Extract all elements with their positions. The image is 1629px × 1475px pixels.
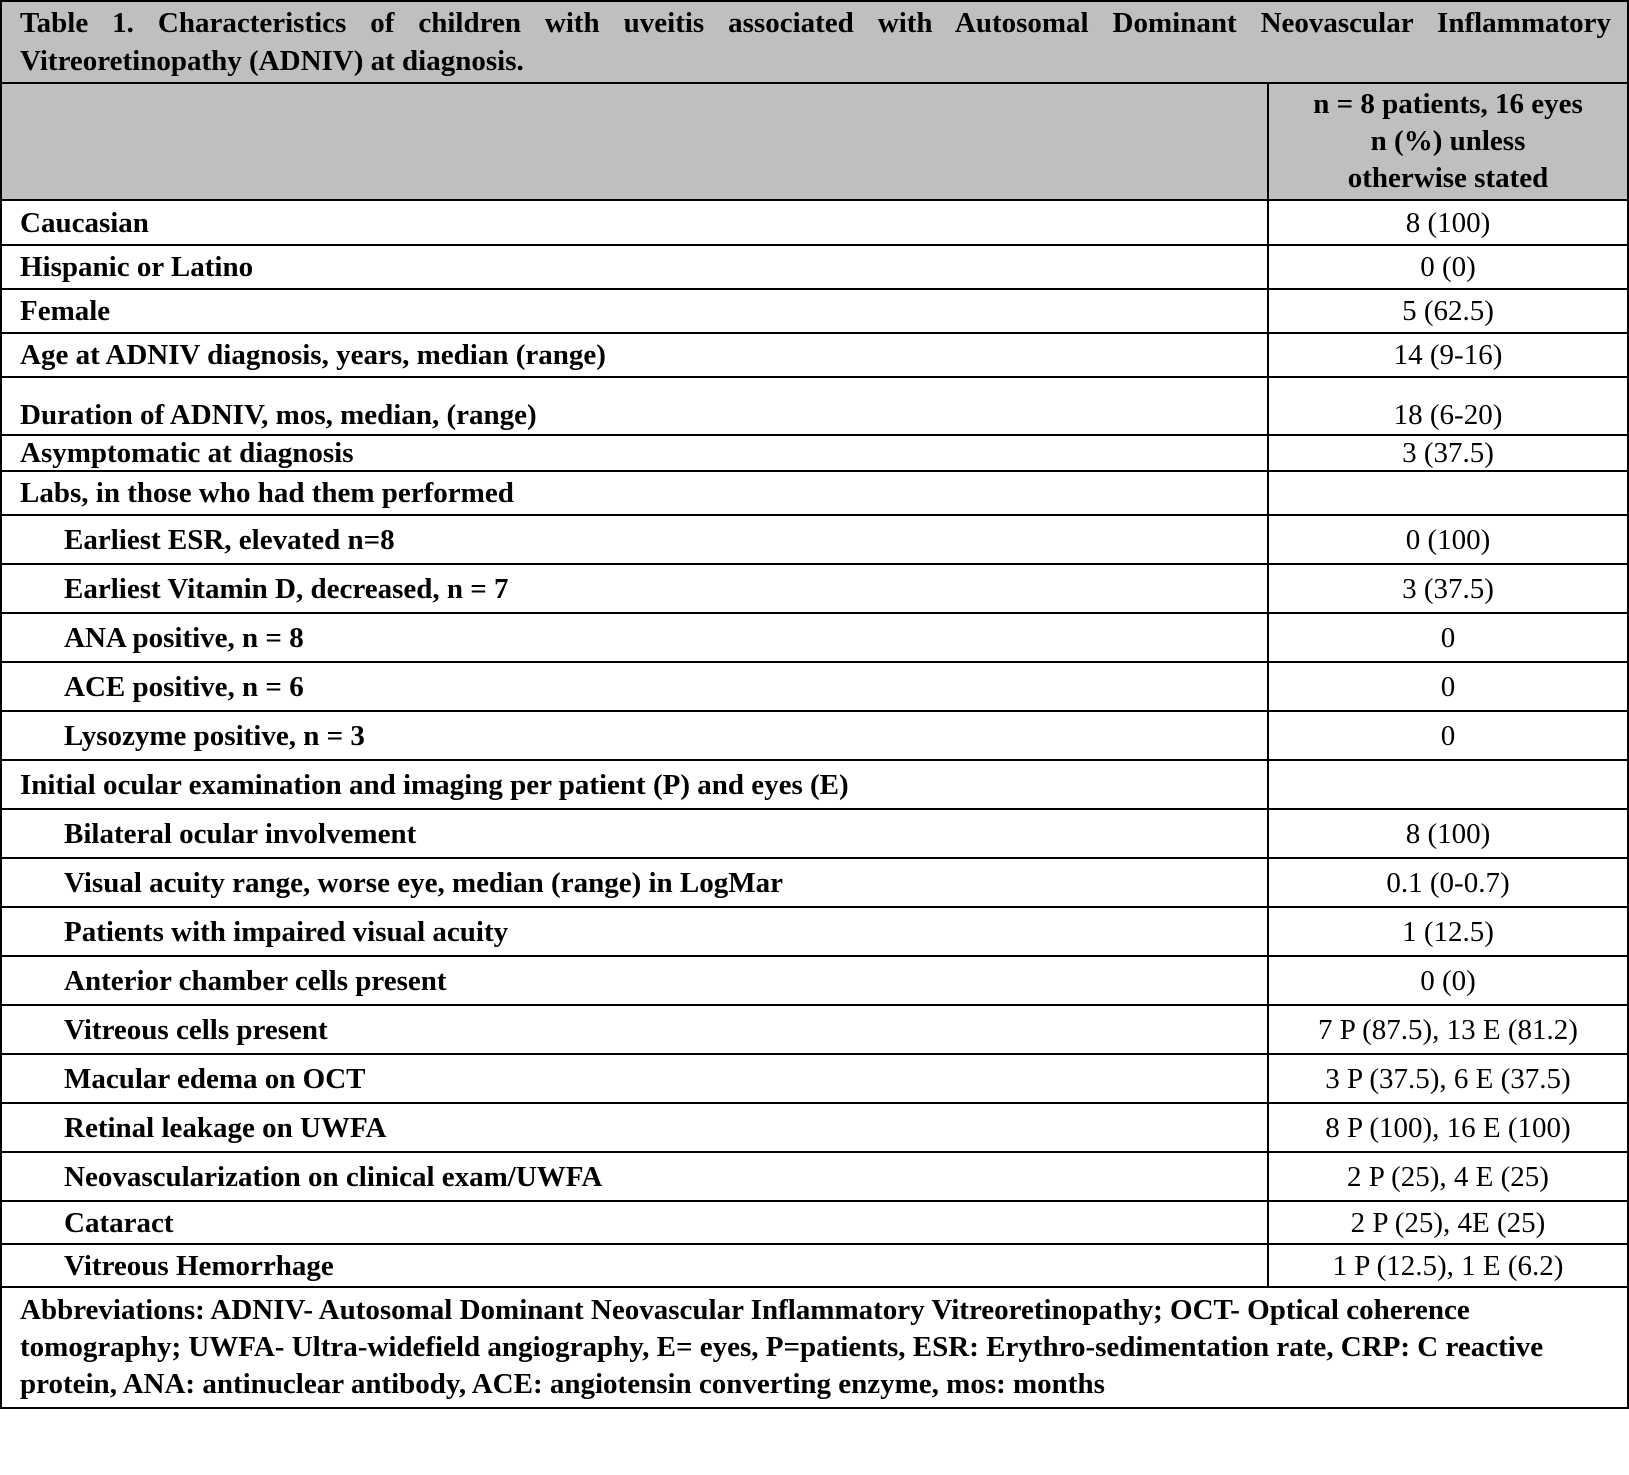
- row-value: 0 (0): [1268, 245, 1628, 289]
- row-label: Vitreous Hemorrhage: [1, 1244, 1268, 1287]
- row-value: 8 (100): [1268, 200, 1628, 245]
- row-value: 3 P (37.5), 6 E (37.5): [1268, 1054, 1628, 1103]
- row-value: 1 P (12.5), 1 E (6.2): [1268, 1244, 1628, 1287]
- row-value: 1 (12.5): [1268, 907, 1628, 956]
- row-value: 0 (100): [1268, 515, 1628, 564]
- row-value: 0: [1268, 662, 1628, 711]
- footnote-row: [1, 1287, 1628, 1408]
- row-label: Visual acuity range, worse eye, median (range) in LogMar: [1, 858, 1268, 907]
- table-row: [1, 1054, 1628, 1103]
- row-value: 0: [1268, 613, 1628, 662]
- table-row: [1, 1201, 1628, 1244]
- row-label: Duration of ADNIV, mos, median, (range): [1, 377, 1268, 435]
- row-value: 3 (37.5): [1268, 564, 1628, 613]
- row-label: Lysozyme positive, n = 3: [1, 711, 1268, 760]
- table-row: [1, 471, 1628, 515]
- table-row: [1, 1103, 1628, 1152]
- table-row: [1, 809, 1628, 858]
- row-label: Anterior chamber cells present: [1, 956, 1268, 1005]
- header-line-2: n (%) unless: [1370, 125, 1526, 157]
- row-label: Caucasian: [1, 200, 1268, 245]
- table-row: [1, 711, 1628, 760]
- row-value: 0.1 (0-0.7): [1268, 858, 1628, 907]
- row-value: 5 (62.5): [1268, 289, 1628, 333]
- row-value: 8 (100): [1268, 809, 1628, 858]
- table-row: [1, 564, 1628, 613]
- row-value: 0 (0): [1268, 956, 1628, 1005]
- row-label: Age at ADNIV diagnosis, years, median (range): [1, 333, 1268, 377]
- header-line-3: otherwise stated: [1347, 162, 1549, 194]
- caption-row: [1, 1, 1628, 83]
- row-value: 14 (9-16): [1268, 333, 1628, 377]
- header-empty-cell: [1, 83, 1268, 200]
- row-value: 7 P (87.5), 13 E (81.2): [1268, 1005, 1628, 1054]
- table-row: [1, 200, 1628, 245]
- row-label: Earliest ESR, elevated n=8: [1, 515, 1268, 564]
- row-label: Initial ocular examination and imaging per patient (P) and eyes (E): [1, 760, 1268, 809]
- row-value: 18 (6-20): [1268, 377, 1628, 435]
- row-label: Neovascularization on clinical exam/UWFA: [1, 1152, 1268, 1201]
- table-caption: Table 1. Characteristics of children with uveitis associated with Autosomal Dominant Neovascular Inflammatory Vitreoretinopathy (ADNIV) at diagnosis.: [1, 1, 1628, 83]
- row-label: Patients with impaired visual acuity: [1, 907, 1268, 956]
- table-row: [1, 377, 1628, 435]
- header-value-cell: [1268, 83, 1628, 200]
- row-label: Labs, in those who had them performed: [1, 471, 1268, 515]
- row-value: 3 (37.5): [1268, 435, 1628, 471]
- table-row: [1, 1244, 1628, 1287]
- table-row: [1, 956, 1628, 1005]
- row-value: 8 P (100), 16 E (100): [1268, 1103, 1628, 1152]
- row-value: 0: [1268, 711, 1628, 760]
- table-row: [1, 289, 1628, 333]
- row-label: Hispanic or Latino: [1, 245, 1268, 289]
- row-value: 2 P (25), 4 E (25): [1268, 1152, 1628, 1201]
- row-label: ACE positive, n = 6: [1, 662, 1268, 711]
- row-label: Cataract: [1, 1201, 1268, 1244]
- row-label: Macular edema on OCT: [1, 1054, 1268, 1103]
- table-row: [1, 1152, 1628, 1201]
- table-row: [1, 760, 1628, 809]
- table-row: [1, 858, 1628, 907]
- row-label: Bilateral ocular involvement: [1, 809, 1268, 858]
- table-row: [1, 1005, 1628, 1054]
- row-label: Retinal leakage on UWFA: [1, 1103, 1268, 1152]
- table-row: [1, 435, 1628, 471]
- row-label: Asymptomatic at diagnosis: [1, 435, 1268, 471]
- header-row: [1, 83, 1628, 200]
- table-row: [1, 515, 1628, 564]
- table-footnote: Abbreviations: ADNIV- Autosomal Dominant Neovascular Inflammatory Vitreoretinopathy; OCT- Optical coherence tomography; UWFA- Ultra-widefield angiography, E= eyes, P=patients, ESR: Erythro-sedimentation rate, CRP: C reactive protein, ANA: antinuclear antibody, ACE: angiotensin converting enzyme, mos: months: [1, 1287, 1628, 1408]
- row-label: Vitreous cells present: [1, 1005, 1268, 1054]
- table-row: [1, 333, 1628, 377]
- header-line-1: n = 8 patients, 16 eyes: [1313, 88, 1583, 120]
- table-row: [1, 662, 1628, 711]
- row-label: Earliest Vitamin D, decreased, n = 7: [1, 564, 1268, 613]
- table-row: [1, 613, 1628, 662]
- table-row: [1, 907, 1628, 956]
- table-row: [1, 245, 1628, 289]
- row-label: Female: [1, 289, 1268, 333]
- row-value: [1268, 471, 1628, 515]
- row-value: [1268, 760, 1628, 809]
- row-value: 2 P (25), 4E (25): [1268, 1201, 1628, 1244]
- row-label: ANA positive, n = 8: [1, 613, 1268, 662]
